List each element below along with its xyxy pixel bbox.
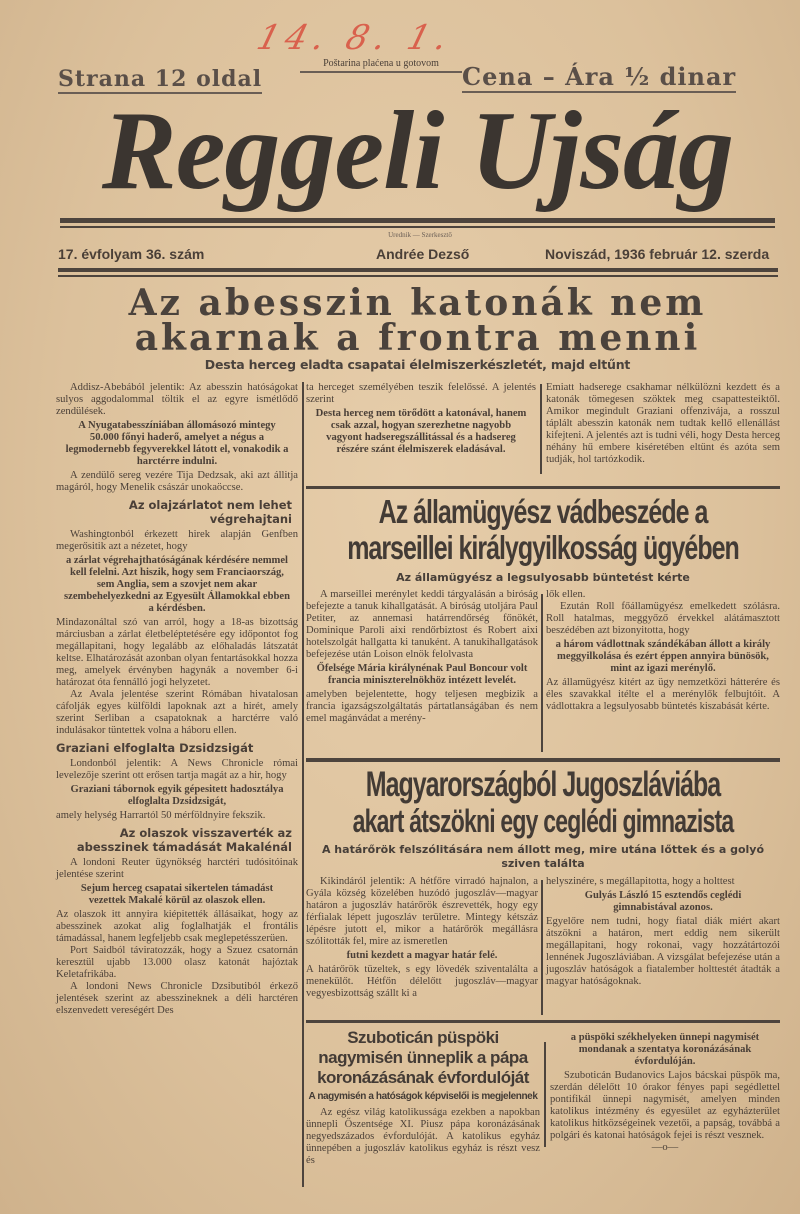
price: Cena – Ára ½ dinar (462, 62, 737, 91)
paragraph: A marseillei merénylet keddi tárgyalásán a biróság befejezte a tanuk kihallgatását. A biróság utoljára Paul Petiter, az annemasi határrendőrség főnökét, Dominique Paroli aixi rendőrbiztost és Robert aixi hotelszolgát hallgatta ki tanuként. A tanukihallgatások befejezése után Loison elnök felolvasta (306, 589, 538, 660)
column-divider (541, 880, 543, 1015)
paragraph: —o— (651, 1142, 679, 1153)
column-divider (544, 1042, 546, 1147)
article2-column-1 (306, 589, 538, 725)
section-heading: Az olajzárlatot nem lehet végrehajtani (128, 498, 292, 526)
highlighted-paragraph: Gulyás László 15 esztendős ceglédi gimnabistával azonos. (584, 890, 742, 913)
paragraph: Egyelőre nem tudni, hogy fiatal diák miért akart átszökni a határon, mert eddig nem sikerült megállapitani, hogy rokonai, vagy hozzátártozói lennének Jugoszláviában. A vizsgálat befejezése után a jugoszláv hatóságok a fiatalember holttestét átadták a magyar hatóságoknak. (546, 916, 780, 987)
section-rule (306, 758, 780, 762)
paragraph: Mindazonáltal szó van arról, hogy a 18-as bizottság márciusban a zárlat életbeléptetésére egy időpontot fog megállapitani, hogy legalább az előhaladás látszatát keltse. Elhatározását azonban olyan fentartásokkal hozza meg, amelyek érvényben hagynák a november 6-i határozat óta fennálló jogi helyzetet. (56, 617, 298, 688)
paragraph: Ezután Roll főállamügyész emelkedett szólásra. Roll hatalmas, meggyőző érvekkel alátámasztott beszédében azt bizonyitotta, hogy (546, 601, 780, 636)
page-count: Strana 12 oldal (58, 66, 263, 92)
highlighted-paragraph: a három vádlottnak szándékában állott a király meggyilkolása és ezért éppen annyira bünösök, mint az igazi merénylő. (555, 639, 771, 674)
paragraph: Londonból jelentik: A News Chronicle római levelezője szerint ott erősen tartja magát az a hir, hogy (56, 758, 298, 781)
article1-column-2 (306, 382, 536, 458)
editor-name: Andrée Dezső (376, 246, 470, 262)
paragraph: Az Avala jelentése szerint Rómában hivatalosan cáfolják egyes külföldi lapoknak azt a hirét, amely szerint Serliban a csapatoknak a harctérre való indulásakor tüntettek volna a háboru ellen. (56, 689, 298, 736)
section-rule (306, 1020, 780, 1023)
article4-left-stack (306, 1028, 540, 1167)
article4-subheadline: A nagymisén a hatóságok képviselői is megjelennek (308, 1091, 538, 1102)
paragraph: lők ellen. (546, 589, 586, 600)
article1-column-3 (546, 382, 780, 466)
headline-line-2: akarnak a frontra menni (134, 317, 701, 359)
article3-subheadline: A határőrök felszólitására nem állott meg, mire utána lőttek és a golyó sziven találta (321, 843, 765, 870)
section-heading: Graziani elfoglalta Dzsidzsigát (56, 741, 254, 755)
highlighted-paragraph: a zárlat végrehajthatóságának kérdésére nemmel kell felelni. Azt hiszik, hogy sem Franciaország, sem Anglia, sem a szovjet nem akar szembehelyezkedni az Egyesült Államokkal ebben a kérdésben. (64, 555, 291, 614)
editor-caption: Urednik — Szerkesztő (388, 231, 452, 239)
article2-headline-1: Az államügyész vádbeszéde a (378, 493, 708, 532)
highlighted-paragraph: Graziani tábornok egyik gépesitett hadosztálya elfoglalta Dzsidzsigát, (70, 784, 284, 807)
masthead-rule (60, 218, 775, 223)
highlighted-paragraph: Őfelsége Mária királynénak Paul Boncour volt francia miniszterelnökhöz intézett levelét. (316, 663, 528, 686)
column-divider (302, 382, 304, 1187)
article3-headline-2: akart átszökni egy ceglédi gimnazista (352, 802, 734, 839)
highlighted-paragraph: A Nyugatabesszíniában állomásozó mintegy 50.000 főnyi haderő, amelyet a négus a legmodernebb fegyverekkel látott el, vonakodik a harctérre indulni. (65, 420, 289, 467)
article2-headline-2: marseillei királygyilkosság ügyében (347, 529, 739, 568)
section-heading: Az olaszok visszaverték az abesszinek támadását Makalénál (76, 826, 292, 854)
paragraph: Szuboticán Budanovics Lajos bácskai püspök ma, szerdán délelőtt 10 órakor fényes papi segédlettel pontifikál ünnepi nagymisét, amelyen minden katolikus intézmény és egyesület az egyházterület katolikus hitközségeinek vezetői, a papság, továbbá a polgári és katonai hatóságok fejei is részt vesznek. (550, 1070, 780, 1141)
paragraph: A londoni News Chronicle Dzsibutiból érkező jelentések szerint az abesszineknek a déli harctéren elszenvedett vereségért Des (56, 981, 298, 1016)
highlighted-paragraph: a püspöki székhelyeken ünnepi nagymisét mondanak a szentatya koronázásának évfordulóján. (570, 1032, 760, 1067)
article4-headline: Szuboticán püspöki nagymisén ünneplik a pápa koronázásának évfordulóját (317, 1028, 529, 1087)
handwritten-annotation: 14. 8. 1. (252, 18, 458, 58)
header-rule (58, 268, 778, 272)
paragraph: amely helység Harrartól 50 mérföldnyire fekszik. (56, 810, 266, 821)
header-rule-thin (58, 275, 778, 277)
section-rule (306, 486, 780, 489)
column-divider (541, 594, 543, 752)
column-divider (540, 384, 542, 474)
paragraph: amelyben bejelentette, hogy teljesen megbizik a francia igazságszolgáltatás pártatlanságában és nem emel magánvádat a merény- (306, 689, 538, 724)
dateline: Noviszád, 1936 február 12. szerda (545, 246, 770, 262)
paragraph: Washingtonból érkezett hirek alapján Genfben megerősitik azt a nézetet, hogy (56, 529, 298, 552)
paragraph: Addisz-Abebából jelentik: Az abesszin hatóságokat sulyos aggodalommal töltik el az egyre ismétlődő zendülések. (56, 382, 298, 417)
paragraph: Port Saidból táviratozzák, hogy a Szuez csatornán keresztül ujabb 13.000 olasz katonát hajóztak Keletafrikába. (56, 945, 298, 980)
paragraph: Az államügyész kitért az ügy nemzetközi hátterére és éles szavakkal itélte el a merénylők felbujtóit. A vádlottakra a legsulyosabb büntetés kiszabását kérte. (546, 677, 780, 712)
article3-column-2 (546, 876, 780, 988)
article3-headline-1: Magyarországból Jugoszláviába (365, 765, 721, 805)
highlighted-paragraph: Sejum herceg csapatai sikertelen támadást vezettek Makalé körül az olaszok ellen. (80, 883, 274, 906)
subheadline: Desta herceg eladta csapatai élelmiszerkészletét, majd eltűnt (204, 357, 631, 372)
article4-column-1 (306, 1107, 540, 1167)
paragraph: Kikindáról jelentik: A hétfőre virradó hajnalon, a Gyála község közelében huzódó jugoszláv—magyar határon a jugoszláv határőrök észrevették, hogy egy férfialak lépett jugoszláv területre. Mintegy kétszáz lépésre jutott el, mikor a határőrök megállásra szólitották fel, mire az ismeretlen (306, 876, 538, 947)
paragraph: A zendülő sereg vezére Tija Dedzsak, aki azt állitja magáról, hogy Menelik császár unokaöccse. (56, 470, 298, 493)
masthead-title: Reggeli Ujság (102, 89, 733, 213)
article2-subheadline: Az államügyész a legsulyosabb büntetést kérte (396, 571, 690, 584)
article3-column-1 (306, 876, 538, 1000)
paragraph: A határőrök tüzeltek, s egy lövedék sziventalálta a menekülőt. Hétfőn délelőtt jugoszláv—magyar vegyesbizottság szállt ki a (306, 964, 538, 999)
volume-number: 17. évfolyam 36. szám (58, 246, 205, 262)
left-column (56, 382, 298, 1017)
headline-line-1: Az abesszin katonák nem (128, 282, 707, 324)
paragraph: A londoni Reuter ügynökség harctéri tudósitóinak jelentése szerint (56, 857, 298, 880)
paragraph: Az egész világ katolikussága ezekben a napokban ünnepli Őszentsége XI. Piusz pápa koronázásának negyedszázados évfordulóját. A katolikus egyház ünnepében a jugoszláv katolikus egyház is részt vesz és (306, 1107, 540, 1166)
paragraph: Emiatt hadserege csakhamar nélkülözni kezdett és a katonák tömegesen szöktek meg csapattesteiktől. Amikor megindult Graziani offenzivája, a rosszul táplált abesszin katonák nem tudtak kellő ellenállást kifejteni. A jelentés azt is tudni véli, hogy Desta herceg néhány hű embere kiséretében eltünt és azóta sem tudják, hol tartózkodik. (546, 382, 780, 465)
highlighted-paragraph: Desta herceg nem törődött a katonával, hanem csak azzal, hogyan szerezhetne nagyobb vagyont hadseregszállitással és a hadsereg részére szánt élelmiszerek eladásával. (315, 408, 527, 455)
paragraph: ta herceget személyében teszik felelőssé. A jelentés szerint (306, 382, 536, 405)
article4-column-2 (550, 1030, 780, 1154)
paragraph: Az olaszok itt annyira kiépitették állásaikat, hogy az abesszinek azokat alig foglalhatják el frontális támadással, hanem legfeljebb csak meglepetésszerüen. (56, 909, 298, 944)
masthead-rule-thin (60, 226, 775, 228)
highlighted-paragraph: futni kezdett a magyar határ felé. (346, 950, 498, 961)
paragraph: helyszinére, s megállapitotta, hogy a holttest (546, 876, 735, 887)
article2-column-2 (546, 589, 780, 713)
postage-note: Poštarina plaćena u gotovom (300, 58, 462, 73)
